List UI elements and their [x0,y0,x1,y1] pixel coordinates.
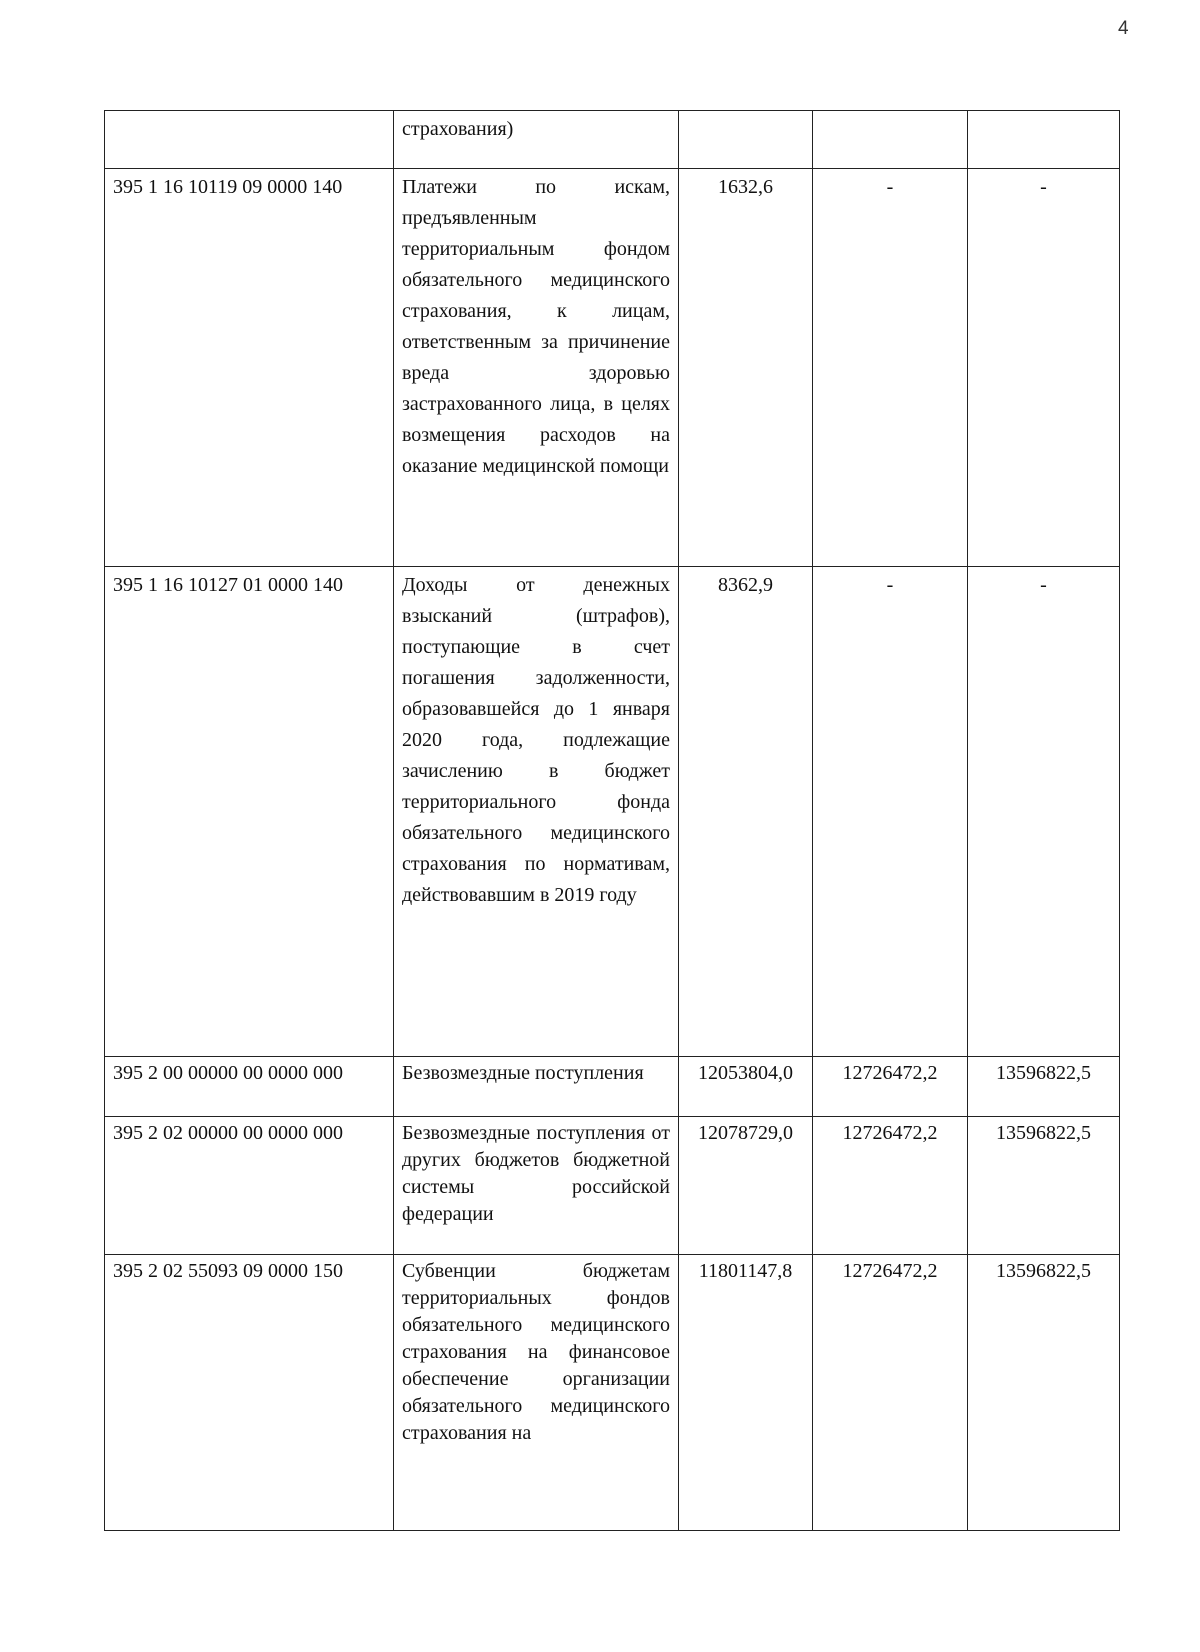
table-row [105,111,1120,169]
row-value-1 [679,111,813,169]
row-value-2: - [813,169,968,567]
table-row [105,169,1120,567]
row-value-1 [679,1117,813,1255]
row-value-1-text: 12053804,0 [698,1062,793,1084]
row-value-2: 12726472,2 [813,1057,968,1117]
row-name: Безвозмездные поступления от других бюджетов бюджетной системы российской федерации [394,1117,679,1255]
row-code: 395 1 16 10127 01 0000 140 [105,567,394,1057]
row-code: 395 1 16 10119 09 0000 140 [105,169,394,567]
budget-revenue-table [104,110,1120,1531]
row-value-2: 12726472,2 [813,1117,968,1255]
page-number: 4 [1118,18,1129,39]
row-value-2: 12726472,2 [813,1255,968,1531]
row-value-3 [968,111,1120,169]
table-row [105,1117,1120,1255]
table-row [105,1057,1120,1117]
row-value-1 [679,169,813,567]
row-value-2: - [813,567,968,1057]
row-value-1-text: 12078729,0 [698,1122,793,1144]
row-name: Безвозмездные поступления [394,1057,679,1117]
row-value-3: 13596822,5 [968,1057,1120,1117]
row-code [105,111,394,169]
row-value-3: 13596822,5 [968,1117,1120,1255]
row-code: 395 2 00 00000 00 0000 000 [105,1057,394,1117]
row-value-2 [813,111,968,169]
row-value-1 [679,1057,813,1117]
row-name: страхования) [394,111,679,169]
row-value-1-text: 11801147,8 [698,1260,793,1282]
table-row [105,1255,1120,1531]
table-row [105,567,1120,1057]
row-value-3: 13596822,5 [968,1255,1120,1531]
row-name: Платежи по искам, предъявленным территориальным фондом обязательного медицинского страхования, к лицам, ответственным за причинение вреда здоровью застрахованного лица, в целях возмещения расходов на оказание медицинской помощи [394,169,679,567]
row-value-3: - [968,169,1120,567]
row-value-1 [679,567,813,1057]
row-name: Субвенции бюджетам территориальных фондов обязательного медицинского страхования на финансовое обеспечение организации обязательного медицинского страхования на [394,1255,679,1531]
row-value-1 [679,1255,813,1531]
row-value-1-text: 8362,9 [718,574,773,596]
row-code: 395 2 02 55093 09 0000 150 [105,1255,394,1531]
row-name: Доходы от денежных взысканий (штрафов), поступающие в счет погашения задолженности, образовавшейся до 1 января 2020 года, подлежащие зачислению в бюджет территориального фонда обязательного медицинского страхования по нормативам, действовавшим в 2019 году [394,567,679,1057]
row-code: 395 2 02 00000 00 0000 000 [105,1117,394,1255]
row-value-3: - [968,567,1120,1057]
row-value-1-text: 1632,6 [718,176,773,198]
